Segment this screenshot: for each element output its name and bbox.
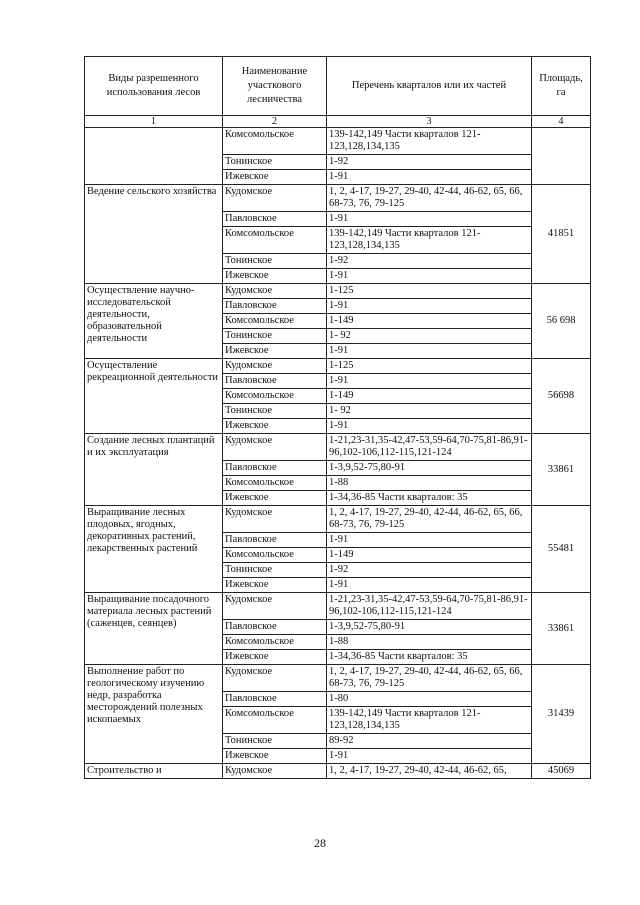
area-cell: 33861 — [532, 434, 591, 506]
forestry-cell: Ижевское — [223, 749, 327, 764]
quarters-cell: 1, 2, 4-17, 19-27, 29-40, 42-44, 46-62, 65, 66, 68-73, 76, 79-125 — [327, 506, 532, 533]
forestry-cell: Павловское — [223, 692, 327, 707]
quarters-cell: 1-21,23-31,35-42,47-53,59-64,70-75,81-86,91-96,102-106,112-115,121-124 — [327, 593, 532, 620]
forestry-cell: Павловское — [223, 533, 327, 548]
area-cell: 31439 — [532, 665, 591, 764]
forestry-cell: Кудомское — [223, 284, 327, 299]
quarters-cell: 1-91 — [327, 212, 532, 227]
quarters-cell: 1- 92 — [327, 404, 532, 419]
forestry-cell: Кудомское — [223, 185, 327, 212]
quarters-cell: 1-92 — [327, 563, 532, 578]
area-cell: 33861 — [532, 593, 591, 665]
table-row — [85, 128, 591, 155]
area-cell: 41851 — [532, 185, 591, 284]
use-type-cell: Выполнение работ по геологическому изучению недр, разработка месторождений полезных ископаемых — [85, 665, 223, 764]
quarters-cell: 1-91 — [327, 344, 532, 359]
area-cell: 55481 — [532, 506, 591, 593]
area-cell: 45069 — [532, 764, 591, 779]
use-type-cell: Осуществление научно-исследовательской деятельности, образовательной деятельности — [85, 284, 223, 359]
column-number: 4 — [532, 116, 591, 128]
forestry-cell: Комсомольское — [223, 314, 327, 329]
forestry-cell: Павловское — [223, 374, 327, 389]
quarters-cell: 1-80 — [327, 692, 532, 707]
forestry-cell: Ижевское — [223, 650, 327, 665]
quarters-cell: 1-149 — [327, 389, 532, 404]
header-quarters: Перечень кварталов или их частей — [327, 57, 532, 116]
quarters-cell: 1-92 — [327, 155, 532, 170]
forestry-cell: Ижевское — [223, 491, 327, 506]
forestry-cell: Кудомское — [223, 506, 327, 533]
forestry-cell: Комсомольское — [223, 548, 327, 563]
quarters-cell: 1, 2, 4-17, 19-27, 29-40, 42-44, 46-62, 65, 66, 68-73, 76, 79-125 — [327, 185, 532, 212]
quarters-cell: 1- 92 — [327, 329, 532, 344]
table-row — [85, 284, 591, 299]
quarters-cell: 1-34,36-85 Части кварталов: 35 — [327, 491, 532, 506]
header-forestry: Наименование участкового лесничества — [223, 57, 327, 116]
quarters-cell: 1-91 — [327, 269, 532, 284]
forestry-cell: Кудомское — [223, 665, 327, 692]
forestry-cell: Ижевское — [223, 170, 327, 185]
quarters-cell: 1-21,23-31,35-42,47-53,59-64,70-75,81-86,91-96,102-106,112-115,121-124 — [327, 434, 532, 461]
quarters-cell: 1-34,36-85 Части кварталов: 35 — [327, 650, 532, 665]
area-cell: 56 698 — [532, 284, 591, 359]
forestry-cell: Павловское — [223, 461, 327, 476]
quarters-cell: 1-3,9,52-75,80-91 — [327, 620, 532, 635]
use-type-cell: Строительство и — [85, 764, 223, 779]
forestry-cell: Ижевское — [223, 419, 327, 434]
table-row — [85, 665, 591, 692]
header-use-type: Виды разрешенного использования лесов — [85, 57, 223, 116]
quarters-cell: 1-149 — [327, 314, 532, 329]
use-type-cell: Создание лесных плантаций и их эксплуатация — [85, 434, 223, 506]
forestry-cell: Тонинское — [223, 563, 327, 578]
quarters-cell: 139-142,149 Части кварталов 121-123,128,134,135 — [327, 707, 532, 734]
forestry-cell: Павловское — [223, 620, 327, 635]
forestry-cell: Кудомское — [223, 359, 327, 374]
forestry-cell: Комсомольское — [223, 227, 327, 254]
column-number: 1 — [85, 116, 223, 128]
use-type-cell: Выращивание лесных плодовых, ягодных, декоративных растений, лекарственных растений — [85, 506, 223, 593]
forestry-cell: Комсомольское — [223, 476, 327, 491]
quarters-cell: 139-142,149 Части кварталов 121-123,128,134,135 — [327, 227, 532, 254]
area-cell — [532, 128, 591, 185]
quarters-cell: 1, 2, 4-17, 19-27, 29-40, 42-44, 46-62, 65, 66, 68-73, 76, 79-125 — [327, 665, 532, 692]
use-type-cell — [85, 128, 223, 185]
forestry-cell: Тонинское — [223, 254, 327, 269]
quarters-cell: 1-91 — [327, 749, 532, 764]
forest-use-table — [84, 56, 591, 779]
table-row — [85, 764, 591, 779]
header-area: Площадь, га — [532, 57, 591, 116]
use-type-cell: Выращивание посадочного материала лесных растений (саженцев, сеянцев) — [85, 593, 223, 665]
quarters-cell: 1-125 — [327, 359, 532, 374]
forestry-cell: Тонинское — [223, 734, 327, 749]
quarters-cell: 139-142,149 Части кварталов 121-123,128,134,135 — [327, 128, 532, 155]
forestry-cell: Кудомское — [223, 434, 327, 461]
forestry-cell: Тонинское — [223, 155, 327, 170]
quarters-cell: 1-91 — [327, 170, 532, 185]
forestry-cell: Павловское — [223, 212, 327, 227]
column-number: 3 — [327, 116, 532, 128]
use-type-cell: Осуществление рекреационной деятельности — [85, 359, 223, 434]
quarters-cell: 1-91 — [327, 299, 532, 314]
table-row — [85, 593, 591, 620]
forestry-cell: Ижевское — [223, 578, 327, 593]
use-type-cell: Ведение сельского хозяйства — [85, 185, 223, 284]
table-header — [85, 57, 591, 128]
quarters-cell: 1-91 — [327, 533, 532, 548]
table-row — [85, 434, 591, 461]
quarters-cell: 1-149 — [327, 548, 532, 563]
area-cell: 56698 — [532, 359, 591, 434]
table-row — [85, 359, 591, 374]
forestry-cell: Комсомольское — [223, 635, 327, 650]
forestry-cell: Тонинское — [223, 404, 327, 419]
forestry-cell: Кудомское — [223, 593, 327, 620]
table-body — [85, 128, 591, 779]
forestry-cell: Комсомольское — [223, 707, 327, 734]
quarters-cell: 1, 2, 4-17, 19-27, 29-40, 42-44, 46-62, 65, — [327, 764, 532, 779]
table-row — [85, 185, 591, 212]
quarters-cell: 1-91 — [327, 374, 532, 389]
forestry-cell: Комсомольское — [223, 389, 327, 404]
page-number: 28 — [314, 836, 326, 850]
forestry-cell: Ижевское — [223, 344, 327, 359]
forestry-cell: Павловское — [223, 299, 327, 314]
quarters-cell: 1-92 — [327, 254, 532, 269]
quarters-cell: 1-91 — [327, 419, 532, 434]
forestry-cell: Тонинское — [223, 329, 327, 344]
quarters-cell: 1-125 — [327, 284, 532, 299]
column-number-row — [85, 116, 591, 128]
forestry-cell: Ижевское — [223, 269, 327, 284]
forestry-cell: Комсомольское — [223, 128, 327, 155]
quarters-cell: 1-3,9,52-75,80-91 — [327, 461, 532, 476]
quarters-cell: 89-92 — [327, 734, 532, 749]
quarters-cell: 1-88 — [327, 476, 532, 491]
quarters-cell: 1-91 — [327, 578, 532, 593]
quarters-cell: 1-88 — [327, 635, 532, 650]
forestry-cell: Кудомское — [223, 764, 327, 779]
column-number: 2 — [223, 116, 327, 128]
table-row — [85, 506, 591, 533]
